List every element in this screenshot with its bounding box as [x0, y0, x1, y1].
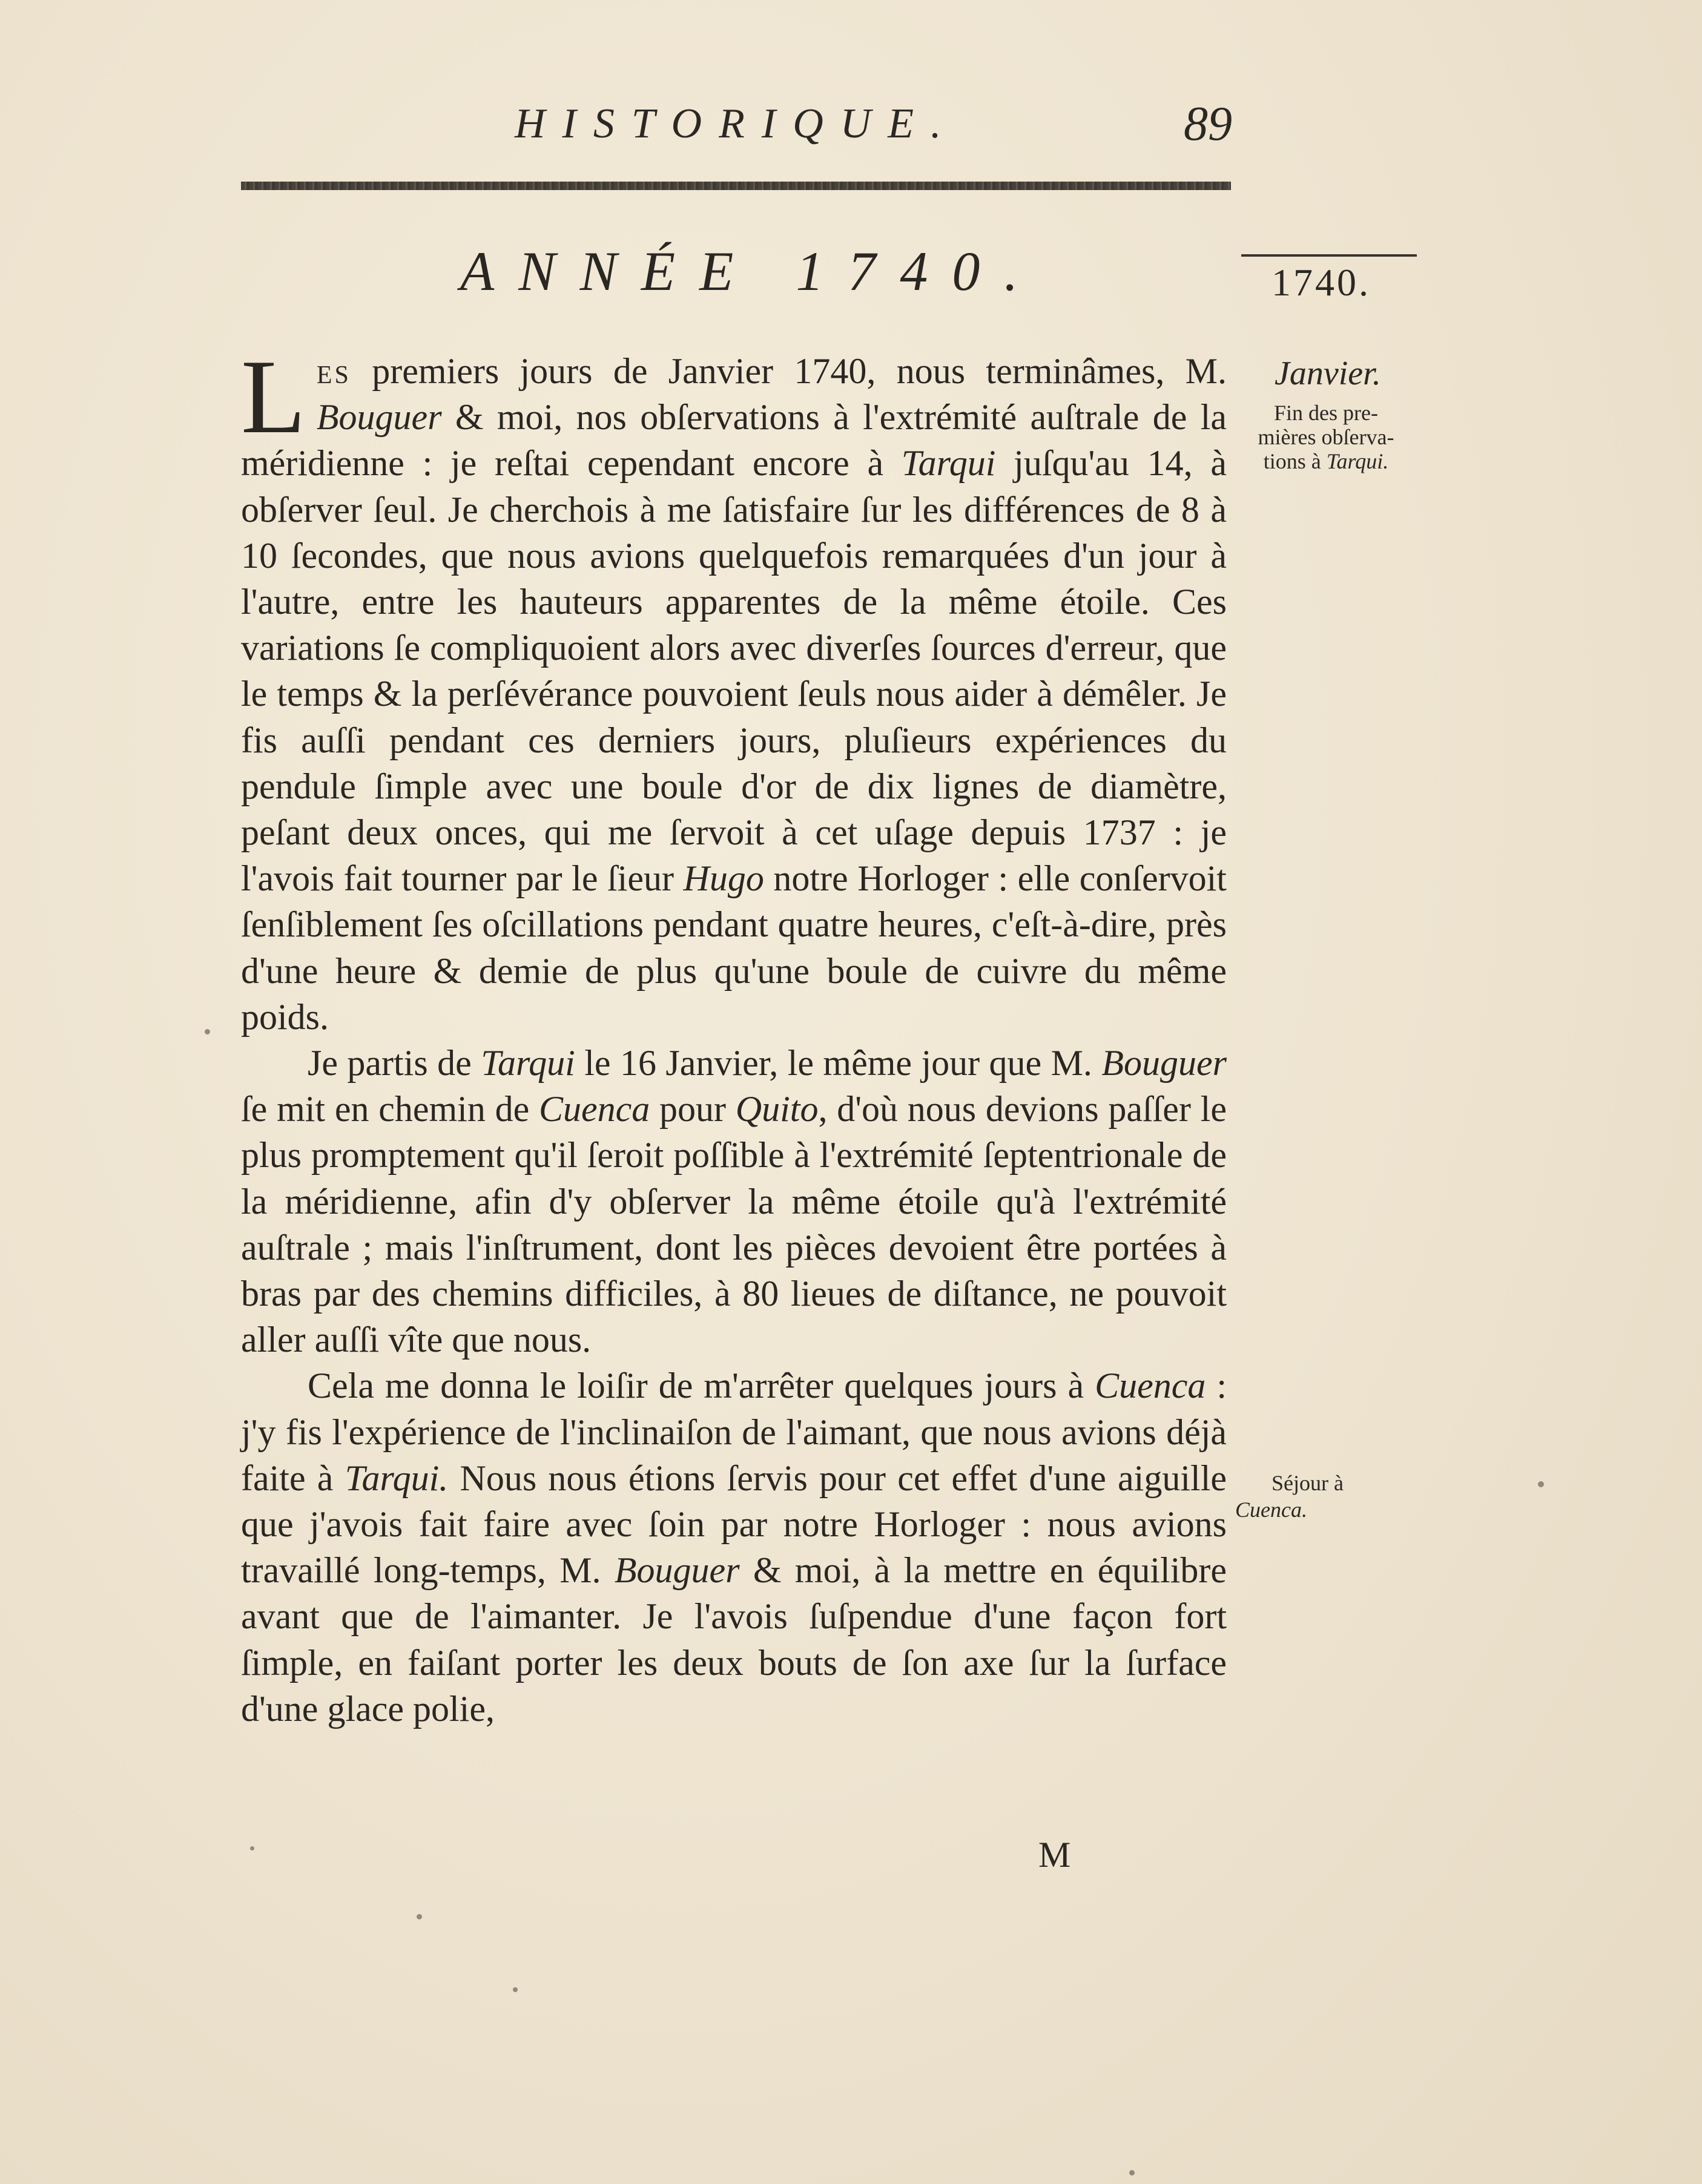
margin-note-line: mières obſerva-: [1258, 425, 1394, 449]
paragraph-3: [241, 1363, 1227, 1732]
paper-speck: [417, 1914, 422, 1919]
margin-year: 1740.: [1272, 261, 1371, 304]
text-run: premiers jours de Janvier 1740, nous terminâmes, M.: [351, 351, 1227, 391]
paper-speck: [205, 1029, 210, 1034]
margin-note-janvier: Janvier.: [1275, 355, 1381, 392]
paper-speck: [1538, 1481, 1544, 1487]
margin-note-line: Fin des pre-: [1274, 401, 1378, 425]
drop-cap: L: [241, 338, 306, 455]
text-run: Cela me donna le loiſir de m'arrêter quelques jours à: [308, 1366, 1095, 1406]
place-cuenca: Cuenca: [1095, 1366, 1206, 1406]
place-quito: Quito: [735, 1089, 819, 1130]
name-bouguer: Bouguer: [1101, 1043, 1227, 1084]
main-text: [241, 338, 1227, 1732]
name-bouguer: Bouguer: [614, 1550, 740, 1591]
text-run: : j'y fis l'expérience de l'inclinaiſon de l'aimant, que nous avions déjà faite à: [241, 1366, 1227, 1498]
catchword: M: [1038, 1835, 1071, 1875]
margin-note-place: Cuenca.: [1235, 1498, 1307, 1522]
text-run: Nous nous étions ſervis pour cet effet d'une aiguille que j'avois fait faire avec ſoin par notre Horloger : nous avions travaillé long-temps, M.: [241, 1458, 1227, 1591]
margin-note-sejour: [1235, 1470, 1417, 1523]
text-run: ſe mit en chemin de: [241, 1089, 539, 1130]
page-number: 89: [1184, 97, 1232, 151]
paper-speck: [513, 1987, 518, 1992]
running-head: HISTORIQUE.: [515, 100, 958, 147]
ornamental-rule: [241, 182, 1231, 190]
section-title: ANNÉE 1740.: [460, 240, 1043, 302]
text-run: Je partis de: [308, 1043, 481, 1084]
margin-note-place: Tarqui.: [1326, 449, 1389, 473]
place-tarqui: Tarqui: [481, 1043, 575, 1084]
text-run: & moi, nos obſervations à l'extrémité auſtrale de la méridienne : je reſtai cependant encore à: [241, 397, 1227, 484]
text-run: juſqu'au 14, à obſerver ſeul. Je cherchois à me ſatisfaire ſur les différences de 8 à 10 ſecondes, que nous avions quelquefois remarquées d'un jour à l'autre, entre les hauteurs apparentes de la même étoile. Ces variations ſe compliquoient alors avec diverſes ſources d'erreur, que le temps & la perſévérance pouvoient ſeuls nous aider à démêler. Je fis auſſi pendant ces derniers jours, pluſieurs expériences du pendule ſimple avec une boule d'or de dix lignes de diamètre, peſant deux onces, qui me ſervoit à cet uſage depuis 1737 : je l'avois fait tourner par le ſieur: [241, 443, 1227, 899]
place-tarqui: Tarqui.: [345, 1458, 449, 1498]
margin-note-fin-observations: [1235, 401, 1417, 473]
text-run: & moi, à la mettre en équilibre avant que de l'aimanter. Je l'avois ſuſpendue d'une façon fort ſimple, en faiſant porter les deux bouts de ſon axe ſur la ſurface d'une glace polie,: [241, 1550, 1227, 1729]
text-run: pour: [650, 1089, 736, 1130]
margin-note-line: Séjour à: [1272, 1471, 1344, 1495]
place-cuenca: Cuenca: [539, 1089, 650, 1130]
paragraph-2: [241, 1040, 1227, 1363]
text-run: le 16 Janvier, le même jour que M.: [575, 1043, 1102, 1084]
text-run: , d'où nous devions paſſer le plus promptement qu'il ſeroit poſſible à l'extrémité ſeptentrionale de la méridienne, afin d'y obſerver la même étoile qu'à l'extrémité auſtrale ; mais l'inſtrument, dont les pièces devoient être portées à bras par des chemins difficiles, à 80 lieues de diſtance, ne pouvoit aller auſſi vîte que nous.: [241, 1089, 1227, 1360]
text-run: notre Horloger : elle conſervoit ſenſiblement ſes oſcillations pendant quatre heures, c'eſt-à-dire, près d'une heure & demie de plus qu'une boule de cuivre du même poids.: [241, 858, 1227, 1037]
margin-note-line: [1235, 449, 1417, 473]
paragraph-1: [241, 338, 1227, 1040]
margin-rule: [1241, 254, 1417, 257]
name-hugo: Hugo: [683, 858, 764, 899]
place-tarqui: Tarqui: [901, 443, 996, 484]
paper-speck: [250, 1846, 254, 1850]
small-caps-text: es: [316, 351, 351, 391]
name-bouguer: Bouguer: [316, 397, 442, 438]
paper-speck: [1129, 2170, 1135, 2176]
margin-note-text: tions à: [1263, 449, 1327, 473]
